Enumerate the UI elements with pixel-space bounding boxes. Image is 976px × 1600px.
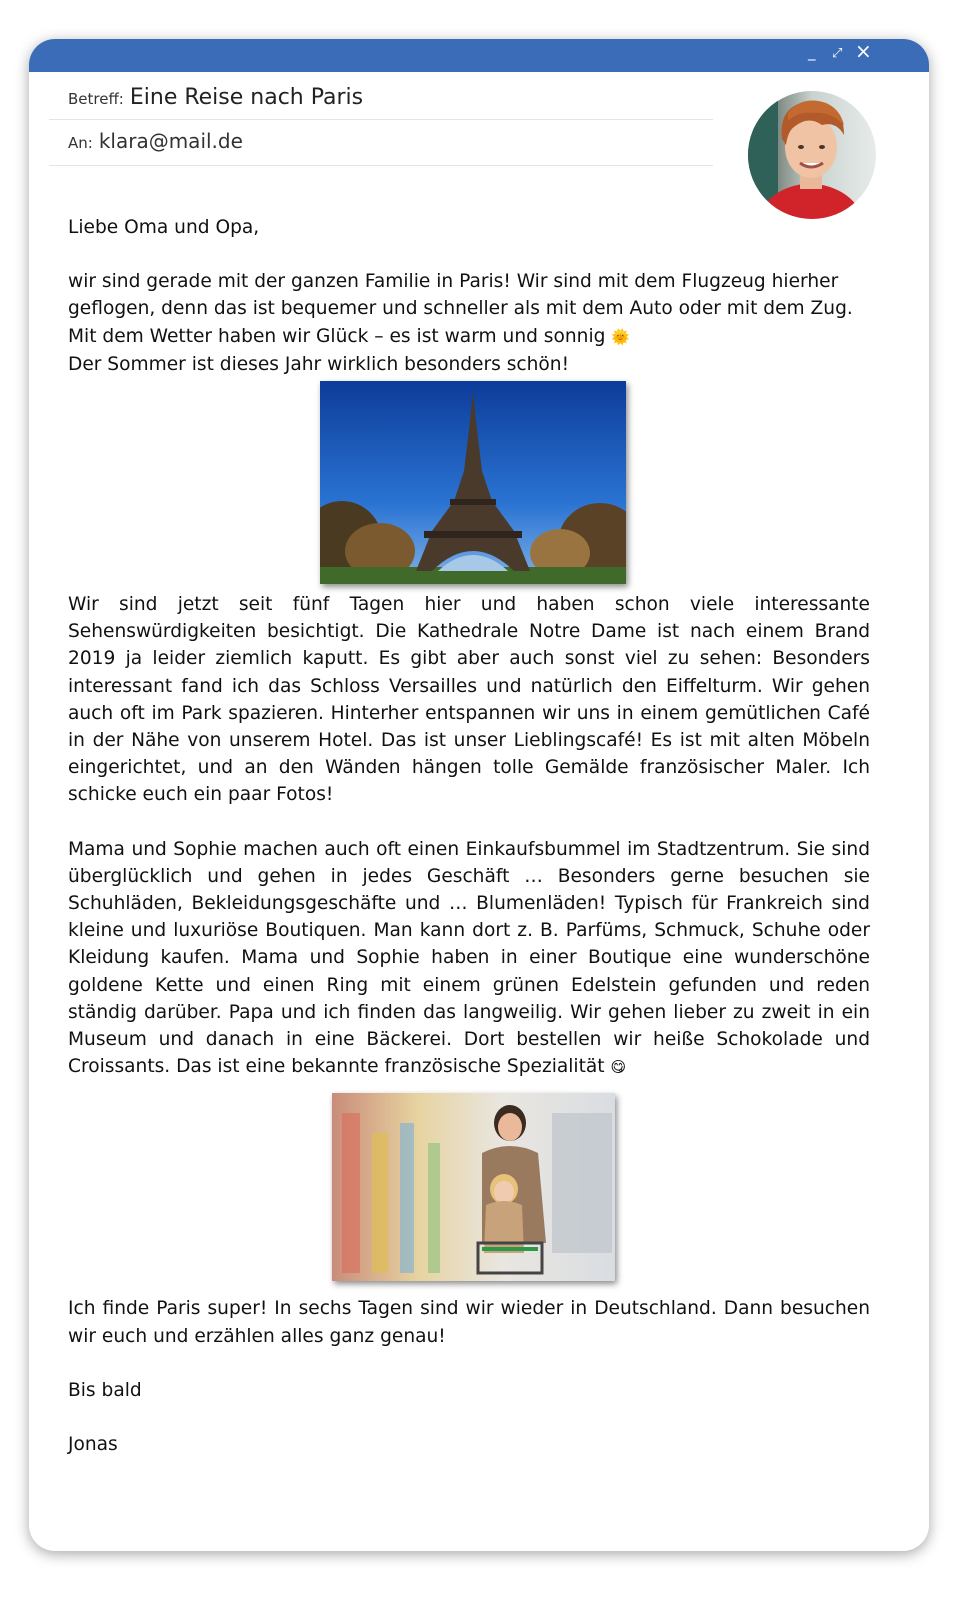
paragraph-1-text: wir sind gerade mit der ganzen Familie in Paris! Wir sind mit dem Flugzeug hierher geflogen, denn das ist bequemer und schneller als mit dem Auto oder mit dem Zug. Mit dem Wetter haben wir Glück – es ist warm und sonnig [68, 271, 853, 347]
close-icon[interactable]: × [855, 39, 872, 63]
sun-emoji-icon: 🌞 [611, 327, 631, 346]
maximize-icon[interactable]: ⤢ [832, 46, 843, 61]
letter-body [68, 214, 870, 1458]
paragraph-1 [68, 268, 870, 378]
avatar [748, 91, 876, 219]
paragraph-3 [68, 836, 870, 1082]
recipient-row [49, 129, 713, 166]
recipient-field[interactable]: klara@mail.de [98, 129, 243, 153]
avatar-boy-photo [748, 91, 876, 219]
shopping-mother-daughter-photo [332, 1093, 615, 1281]
closing: Bis bald [68, 1379, 142, 1401]
smile-emoji-icon: 😋 [610, 1058, 627, 1077]
subject-field[interactable]: Eine Reise nach Paris [129, 85, 364, 110]
paragraph-1-end: Der Sommer ist dieses Jahr wirklich besonders schön! [68, 353, 570, 375]
paragraph-4: Ich finde Paris super! In sechs Tagen sind wir wieder in Deutschland. Dann besuchen wir euch und erzählen alles ganz genau! [68, 1298, 870, 1347]
signature: Jonas [68, 1434, 118, 1456]
subject-label: Betreff: [68, 90, 124, 108]
to-label: An: [68, 134, 93, 152]
paragraph-3-text: Mama und Sophie machen auch oft einen Einkaufsbummel im Stadtzentrum. Sie sind überglücklich und gehen in jedes Geschäft … Besonders gerne besuchen sie Schuhläden, Bekleidungsgeschäfte und … Blumenläden! Typisch für Frankreich sind kleine und luxuriöse Boutiquen. Man kann dort z. B. Parfüms, Schmuck, Schuhe oder Kleidung kaufen. Mama und Sophie haben in einer Boutique eine wunderschöne goldene Kette und einen Ring mit einem grünen Edelstein gefunden und reden ständig darüber. Papa und ich finden das langweilig. Wir gehen lieber zu zweit in ein Museum und danach in eine Bäckerei. Dort bestellen wir heiße Schokolade und Croissants. Das ist eine bekannte französische Spezialität [68, 838, 870, 1078]
minimize-icon[interactable]: _ [808, 43, 816, 61]
greeting: Liebe Oma und Opa, [68, 217, 260, 238]
eiffel-tower-photo [320, 381, 626, 584]
email-window [29, 39, 929, 1551]
paragraph-2: Wir sind jetzt seit fünf Tagen hier und haben schon viele interessante Sehenswürdigkeiten besichtigt. Die Kathedrale Notre Dame ist nach einem Brand 2019 ja leider ziemlich kaputt. Es gibt aber auch sonst viel zu sehen: Besonders interessant fand ich das Schloss Versailles und natürlich den Eiffelturm. Wir gehen auch oft im Park spazieren. Hinterher entspannen wir uns in einem gemütlichen Café in der Nähe von unserem Hotel. Das ist unser Lieblingscafé! Es ist mit alten Möbeln eingerichtet, und an den Wänden hängen tolle Gemälde französischer Maler. Ich schicke euch ein paar Fotos! [68, 594, 870, 806]
subject-row [49, 85, 713, 120]
title-bar [29, 39, 929, 72]
